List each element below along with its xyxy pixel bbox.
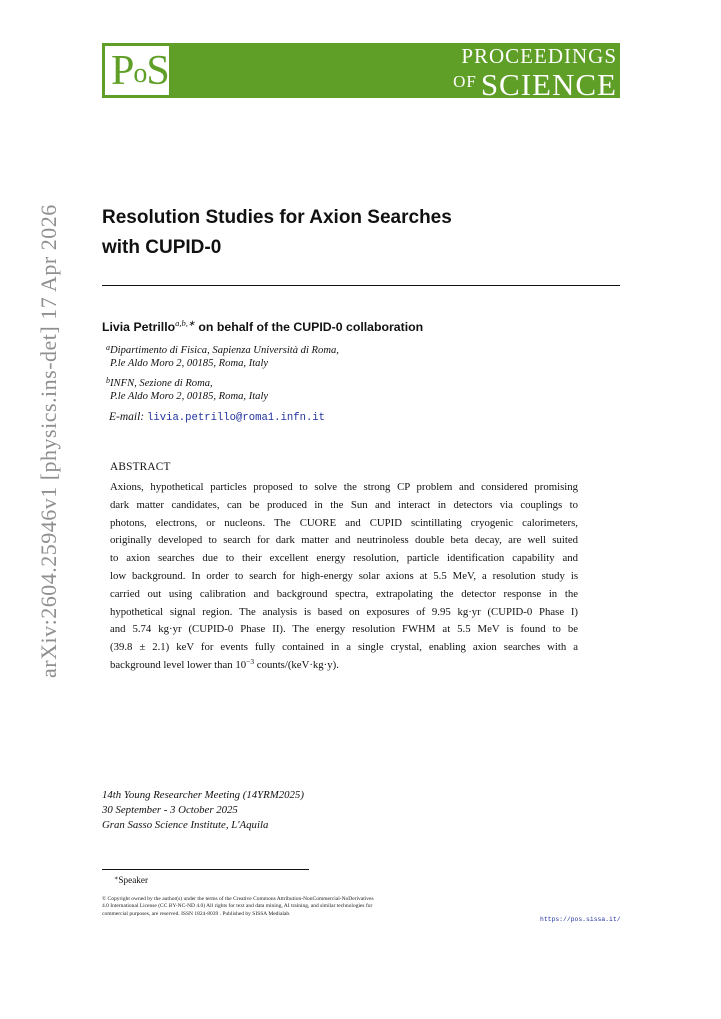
science-wordmark — [453, 67, 617, 106]
abstract-line: and 5.74 kg·yr (CUPID-0 Phase II). The energy resolution FWHM at 5.5 MeV is found to be — [110, 623, 578, 636]
abstract-line: dark matter candidates, can be produced in the Sun and interact in detectors via couplings to — [110, 498, 578, 511]
author-name: Livia Petrillo — [102, 320, 176, 334]
proceedings-wordmark: PROCEEDINGS — [461, 44, 617, 68]
abstract-line: to axion searches due to their excellent energy resolution, particle identification capability and — [110, 552, 578, 565]
abstract-line: low background. In order to search for high-energy solar axions at 5.5 MeV, a resolution study is — [110, 569, 578, 582]
abstract-body — [110, 479, 578, 675]
title-divider — [102, 285, 620, 286]
conference-info — [102, 788, 304, 834]
abstract-line: photons, electrons, or nucleons. The CUORE and CUPID scintillating cryogenic calorimeters, — [110, 516, 578, 529]
affiliation-b-line-2: P.le Aldo Moro 2, 00185, Roma, Italy — [110, 391, 269, 402]
abstract-line: (39.8 ± 2.1) keV for events fully contained in a single crystal, enabling axion searches with a — [110, 641, 578, 654]
author-collaboration: on behalf of the CUPID-0 collaboration — [195, 320, 424, 334]
science-word: SCIENCE — [480, 67, 617, 102]
pos-logo — [103, 44, 171, 97]
copyright-line: commercial purposes, are reserved. ISSN 1824-8039 . Published by SISSA Medialab. — [102, 910, 291, 917]
title-line-1: Resolution Studies for Axion Searches — [102, 207, 452, 228]
affiliation-b-line-1: $^b$INFN, Sezione di Roma, — [106, 376, 213, 389]
copyright-line: 4.0 International License (CC BY-NC-ND 4.0) All rights for text and data mining, AI training, and similar technologies for — [102, 903, 373, 910]
abstract-line: carried out using calibration and background spectra, extrapolating the detector response in the — [110, 587, 578, 600]
email-label: E-mail: — [109, 411, 145, 423]
paper-title — [102, 203, 522, 263]
of-word: OF — [453, 72, 477, 91]
copyright-line: © Copyright owned by the author(s) under the terms of the Creative Commons Attribution-NonCommercial-NoDerivatives — [102, 896, 374, 902]
abstract-last-line: background level lower than $10^{-3}$ counts/(keV·kg·y). — [110, 656, 339, 671]
affiliation-a-line-2: P.le Aldo Moro 2, 00185, Roma, Italy — [110, 358, 269, 369]
abstract-line: Axions, hypothetical particles proposed to solve the strong CP problem and considered promising — [110, 481, 578, 493]
abstract-line: hypothetical signal region. The analysis is based on exposures of 9.95 kg·yr (CUPID-0 Phase I) — [110, 605, 578, 618]
author-affil-marks: a,b,∗ — [175, 318, 195, 328]
footnote-divider — [102, 869, 309, 870]
arxiv-stamp: arXiv:2604.25946v1 [physics.ins-det] 17 Apr 2026 — [36, 204, 61, 678]
abstract-line: originally developed to search for dark matter and neutrinoless double beta decay, are well suited — [110, 534, 578, 547]
abstract-heading: ABSTRACT — [110, 461, 171, 473]
title-line-2: with CUPID-0 — [102, 237, 222, 258]
conference-dates: 30 September - 3 October 2025 — [102, 804, 238, 817]
conference-name: 14th Young Researcher Meeting (14YRM2025) — [102, 789, 304, 801]
pos-logo-text: PoS — [111, 48, 169, 94]
email-line — [109, 411, 325, 424]
pos-url-link[interactable]: https://pos.sissa.it/ — [540, 916, 621, 923]
email-link[interactable]: livia.petrillo@roma1.infn.it — [147, 412, 326, 424]
affiliation-a-line-1: $^a$Dipartimento di Fisica, Sapienza Università di Roma, — [106, 343, 339, 356]
conference-venue: Gran Sasso Science Institute, L'Aquila — [102, 819, 269, 832]
speaker-footnote: ∗Speaker — [114, 875, 149, 885]
author-line — [102, 318, 423, 334]
copyright-notice — [102, 896, 497, 918]
